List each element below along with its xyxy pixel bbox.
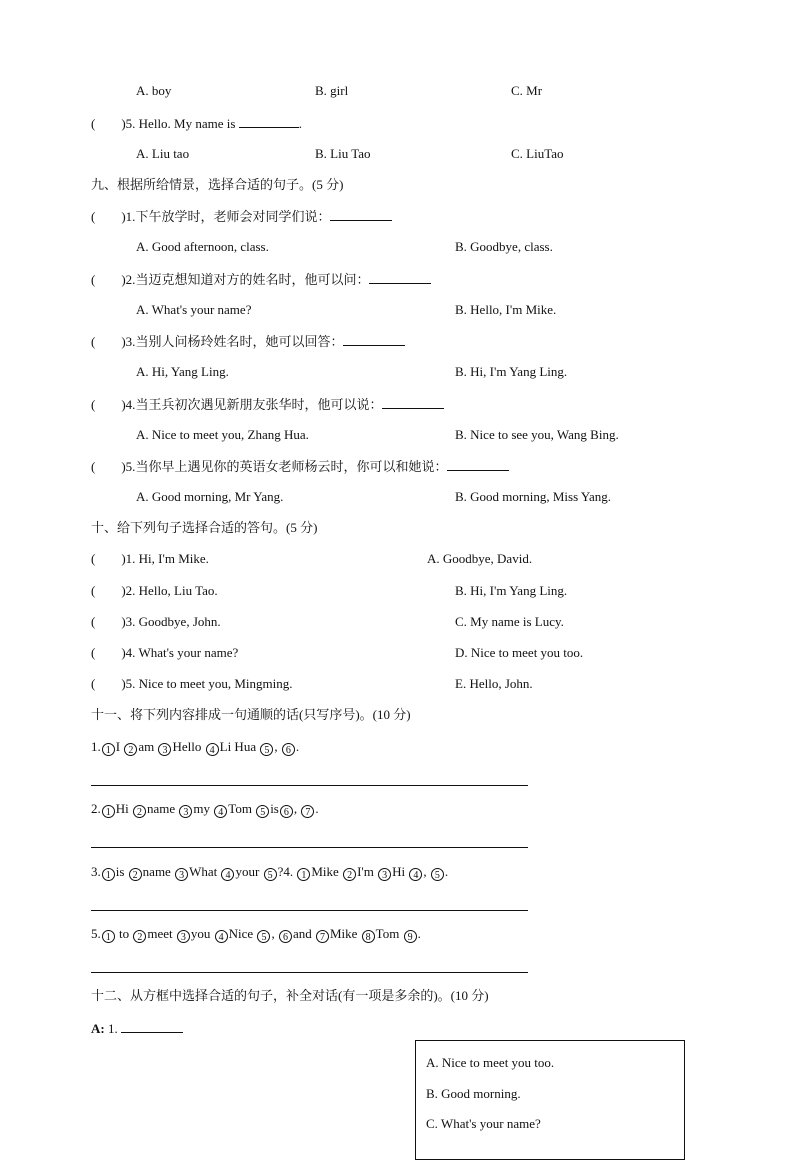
option-q9-1-a: A. Good afternoon, class. — [136, 239, 269, 254]
option-q9-1-b: B. Goodbye, class. — [455, 239, 553, 254]
reorder-question-5: 5. 1 to 2 meet 3 you 4 Nice 5 , 6 and 7 Mike 8 Tom 9 . — [91, 926, 421, 943]
option-q8-5-b: B. Liu Tao — [315, 146, 371, 161]
match-question-5: ( )5. Nice to meet you, Mingming. — [91, 676, 293, 691]
answer-line-1[interactable] — [91, 785, 528, 786]
box-option-c: C. What's your name? — [426, 1116, 541, 1131]
answer-line-3[interactable] — [91, 910, 528, 911]
section9-title: 九、根据所给情景，选择合适的句子。(5 分) — [91, 177, 344, 192]
match-question-4: ( )4. What's your name? — [91, 645, 239, 660]
section11-title: 十一、将下列内容排成一句通顺的话(只写序号)。(10 分) — [91, 707, 411, 722]
option-q9-2-a: A. What's your name? — [136, 302, 252, 317]
answer-line-2[interactable] — [91, 847, 528, 848]
dialog-line-1: A: 1. — [91, 1020, 183, 1037]
question-q9-4: ( )4.当王兵初次遇见新朋友张华时，他可以说： — [91, 396, 444, 413]
answer-blank[interactable] — [369, 271, 431, 284]
match-question-1: ( )1. Hi, I'm Mike. — [91, 551, 209, 566]
match-answer-d: D. Nice to meet you too. — [455, 645, 584, 660]
reorder-question-3: 3. 1 is 2 name 3 What 4 your 5 ?4. 1 Mike 2 I'm 3 Hi 4 , 5 . — [91, 864, 449, 881]
option-q9-4-b: B. Nice to see you, Wang Bing. — [455, 427, 619, 442]
answer-blank[interactable] — [447, 458, 509, 471]
question-q9-5: ( )5.当你早上遇见你的英语女老师杨云时，你可以和她说： — [91, 458, 509, 475]
question-q8-5: ( )5. Hello. My name is . — [91, 116, 302, 131]
reorder-question-1: 1. 1 I 2 am 3 Hello 4 Li Hua 5 , 6 . — [91, 739, 300, 756]
option-q8-4-b: B. girl — [315, 83, 349, 98]
answer-line-4[interactable] — [91, 972, 528, 973]
reorder-question-2: 2. 1 Hi 2 name 3 my 4 Tom 5 is 6 , 7 . — [91, 801, 319, 818]
option-q8-4-c: C. Mr — [511, 83, 543, 98]
option-q8-4-a: A. boy — [136, 83, 172, 98]
answer-blank[interactable] — [121, 1020, 183, 1033]
options-box — [415, 1040, 685, 1160]
option-q9-3-a: A. Hi, Yang Ling. — [136, 364, 229, 379]
option-q9-3-b: B. Hi, I'm Yang Ling. — [455, 364, 568, 379]
box-option-b: B. Good morning. — [426, 1086, 521, 1101]
box-option-a: A. Nice to meet you too. — [426, 1055, 555, 1070]
answer-blank[interactable] — [343, 333, 405, 346]
match-answer-e: E. Hello, John. — [455, 676, 533, 691]
option-q9-5-a: A. Good morning, Mr Yang. — [136, 489, 284, 504]
match-answer-b: B. Hi, I'm Yang Ling. — [455, 583, 568, 598]
answer-blank[interactable] — [330, 208, 392, 221]
question-q9-3: ( )3.当别人问杨玲姓名时，她可以回答： — [91, 333, 405, 350]
match-question-3: ( )3. Goodbye, John. — [91, 614, 221, 629]
answer-blank[interactable] — [239, 115, 299, 128]
match-answer-c: C. My name is Lucy. — [455, 614, 564, 629]
option-q9-5-b: B. Good morning, Miss Yang. — [455, 489, 612, 504]
match-question-2: ( )2. Hello, Liu Tao. — [91, 583, 218, 598]
match-answer-a: A. Goodbye, David. — [427, 551, 533, 566]
section10-title: 十、给下列句子选择合适的答句。(5 分) — [91, 520, 318, 535]
option-q8-5-a: A. Liu tao — [136, 146, 190, 161]
section12-title: 十二、从方框中选择合适的句子，补全对话(有一项是多余的)。(10 分) — [91, 988, 489, 1003]
question-q9-2: ( )2.当迈克想知道对方的姓名时，他可以问： — [91, 271, 431, 288]
answer-blank[interactable] — [382, 396, 444, 409]
option-q9-4-a: A. Nice to meet you, Zhang Hua. — [136, 427, 309, 442]
option-q9-2-b: B. Hello, I'm Mike. — [455, 302, 557, 317]
option-q8-5-c: C. LiuTao — [511, 146, 564, 161]
question-q9-1: ( )1.下午放学时，老师会对同学们说： — [91, 208, 392, 225]
